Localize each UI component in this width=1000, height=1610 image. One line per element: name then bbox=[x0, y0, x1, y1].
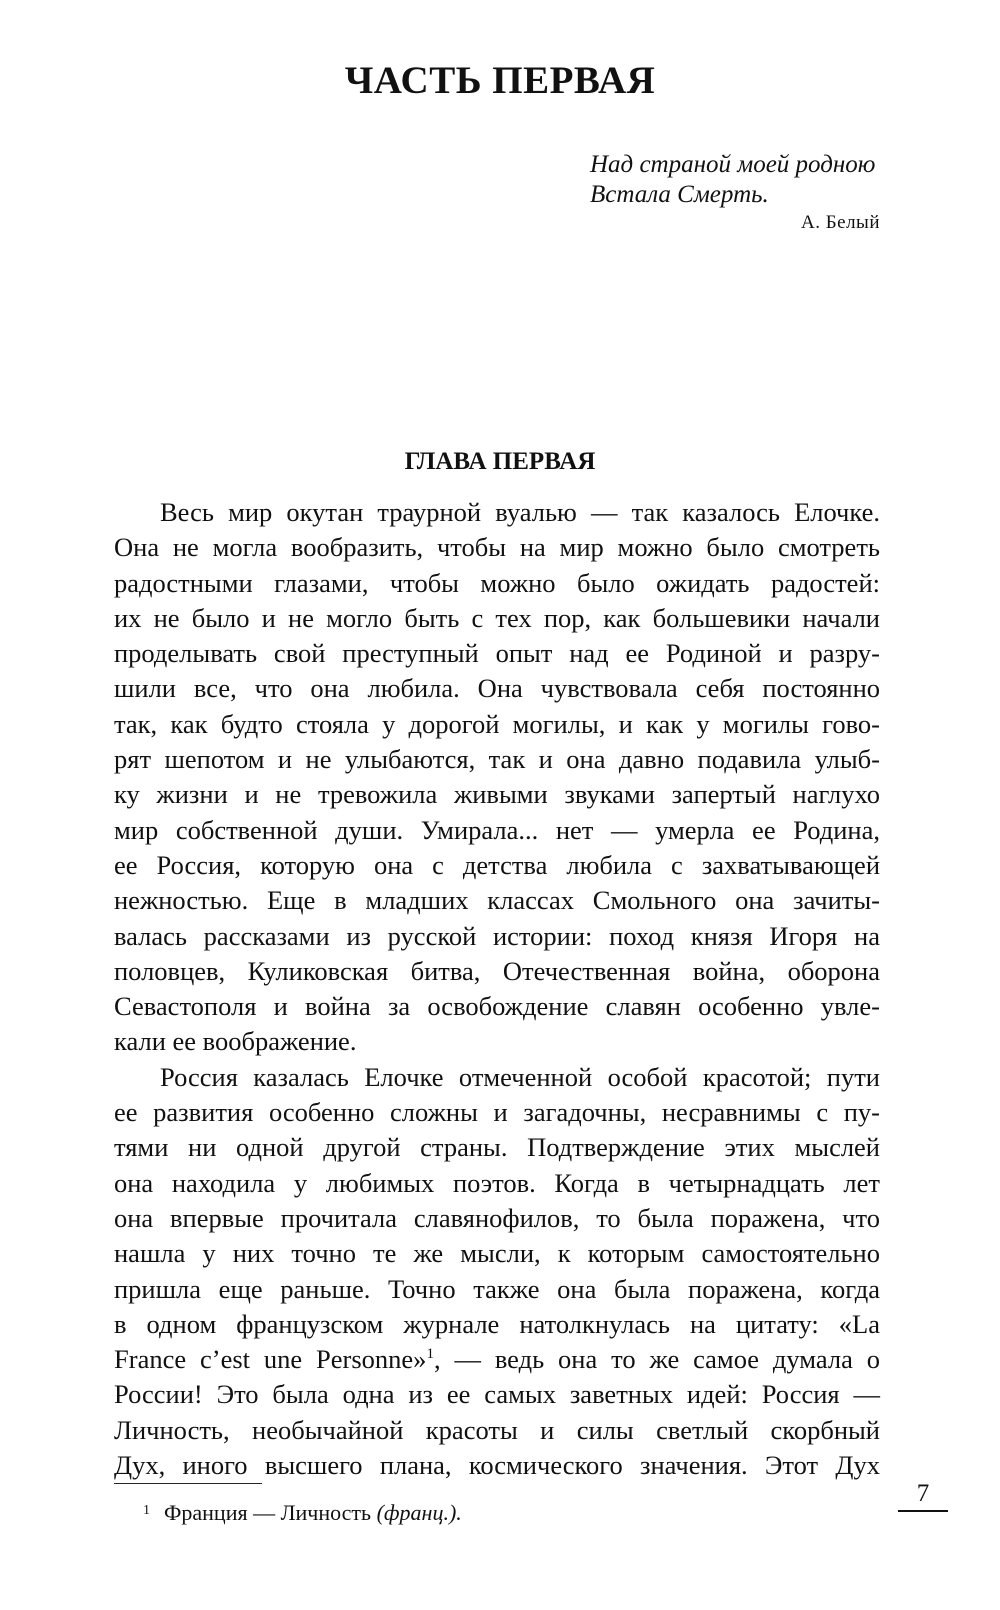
text-line: нашла у них точно те же мысли, к которым самостоятельно bbox=[114, 1238, 880, 1269]
text-line: пришла еще раньше. Точно также она была поражена, когда bbox=[114, 1273, 880, 1304]
paragraph-2 bbox=[114, 1060, 880, 1484]
footnote-ref[interactable]: 1 bbox=[426, 1346, 434, 1363]
text-line: половцев, Куликовская битва, Отечественная война, оборона bbox=[114, 955, 880, 986]
epigraph-line: Встала Смерть. bbox=[590, 181, 769, 208]
text-line-end: , — ведь она то же самое думала о bbox=[433, 1344, 880, 1375]
text-line: тями ни одной другой страны. Подтверждение этих мыслей bbox=[114, 1132, 880, 1163]
footnote-text: Франция — Личность bbox=[164, 1500, 372, 1525]
text-line: в одном французском журнале натолкнулась на цитату: «La bbox=[114, 1308, 880, 1339]
text-line: мир собственной души. Умирала... нет — умерла ее Родина, bbox=[114, 814, 880, 845]
text-line: Личность, необычайной красоты и силы светлый скорбный bbox=[114, 1414, 880, 1445]
footnote bbox=[143, 1500, 462, 1526]
text-line-with-footnote bbox=[114, 1342, 880, 1377]
paragraph-1 bbox=[114, 495, 880, 1060]
text-line: Россия казалась Елочке отмеченной особой красотой; пути bbox=[160, 1061, 880, 1092]
page-number: 7 bbox=[898, 1480, 948, 1512]
text-line: их не было и не могло быть с тех пор, как большевики начали bbox=[114, 602, 880, 633]
footnote-number: 1 bbox=[143, 1503, 150, 1518]
french-quote: France c’est une Personne» bbox=[114, 1344, 427, 1375]
text-line: ее развития особенно сложны и загадочны, несравнимы с пу- bbox=[114, 1097, 880, 1128]
text-line: так, как будто стояла у дорогой могилы, и как у могилы гово- bbox=[114, 708, 880, 739]
text-line: она впервые прочитала славянофилов, то была поражена, что bbox=[114, 1202, 880, 1233]
text-line: шили все, что она любила. Она чувствовала себя постоянно bbox=[114, 673, 880, 704]
text-line: Дух, иного высшего плана, космического значения. Этот Дух bbox=[114, 1450, 880, 1481]
text-line: России! Это была одна из ее самых заветных идей: Россия — bbox=[114, 1379, 880, 1410]
text-line: ку жизни и не тревожила живыми звуками запертый наглухо bbox=[114, 779, 880, 810]
chapter-title: ГЛАВА ПЕРВАЯ bbox=[404, 448, 596, 475]
body-text bbox=[114, 495, 880, 1483]
text-line: она находила у любимых поэтов. Когда в четырнадцать лет bbox=[114, 1167, 880, 1198]
footnote-language: (франц.). bbox=[376, 1500, 462, 1525]
text-line: Она не могла вообразить, чтобы на мир можно было смотреть bbox=[114, 532, 880, 563]
text-line: нежностью. Еще в младших классах Смольного она зачиты- bbox=[114, 885, 880, 916]
epigraph-author: А. Белый bbox=[801, 212, 880, 233]
text-line: Весь мир окутан траурной вуалью — так казалось Елочке. bbox=[160, 497, 880, 527]
epigraph bbox=[590, 150, 880, 210]
text-line: валась рассказами из русской истории: поход князя Игоря на bbox=[114, 920, 880, 951]
text-line: рят шепотом и не улыбаются, так и она давно подавила улыб- bbox=[114, 744, 880, 775]
footnote-divider bbox=[114, 1483, 262, 1484]
part-title: ЧАСТЬ ПЕРВАЯ bbox=[344, 59, 656, 102]
text-line: ее Россия, которую она с детства любила с захватывающей bbox=[114, 849, 880, 880]
text-line: проделывать свой преступный опыт над ее Родиной и разру- bbox=[114, 638, 880, 669]
text-line: радостными глазами, чтобы можно было ожидать радостей: bbox=[114, 567, 880, 598]
text-line: кали ее воображение. bbox=[114, 1026, 357, 1057]
text-line: Севастополя и война за освобождение славян особенно увле- bbox=[114, 991, 880, 1022]
epigraph-line: Над страной моей родною bbox=[590, 151, 876, 178]
